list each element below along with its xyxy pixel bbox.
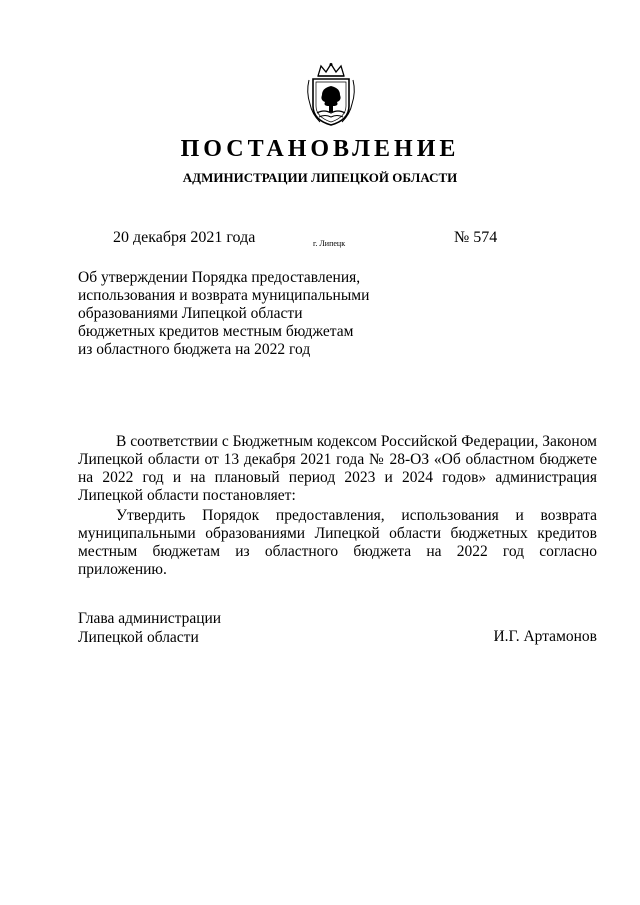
resolution-paragraph: Утвердить Порядок предоставления, использования и возврата муниципальными образованиями Липецкой области бюджетных кредитов местным бюджетам из областного бюджета на 2022 год согласно приложению. bbox=[78, 507, 597, 578]
signatory-position-line: Липецкой области bbox=[78, 629, 199, 646]
document-number: № 574 bbox=[454, 229, 498, 246]
preamble-paragraph: В соответствии с Бюджетным кодексом Российской Федерации, Законом Липецкой области от 13 декабря 2021 года № 28-ОЗ «Об областном бюджете на 2022 год и на плановый период 2023 и 2024 годов» администрация Липецкой области постановляет: bbox=[78, 433, 597, 504]
subject-line: Об утверждении Порядка предоставления, bbox=[78, 269, 361, 286]
issuer-name: АДМИНИСТРАЦИИ ЛИПЕЦКОЙ ОБЛАСТИ bbox=[182, 170, 458, 185]
document-city: г. Липецк bbox=[313, 239, 346, 248]
signatory-position-line: Глава администрации bbox=[78, 610, 222, 627]
subject-line: образованиями Липецкой области bbox=[78, 305, 303, 322]
subject-line: из областного бюджета на 2022 год bbox=[78, 341, 311, 358]
signatory-name: И.Г. Артамонов bbox=[493, 628, 597, 645]
document-subject bbox=[78, 269, 378, 359]
subject-line: использования и возврата муниципальными bbox=[78, 287, 370, 304]
coat-of-arms-icon bbox=[304, 62, 358, 128]
signatory-position bbox=[78, 609, 221, 647]
document-title: ПОСТАНОВЛЕНИЕ bbox=[180, 136, 460, 162]
subject-line: бюджетных кредитов местным бюджетам bbox=[78, 323, 354, 340]
document-date: 20 декабря 2021 года bbox=[113, 229, 256, 246]
